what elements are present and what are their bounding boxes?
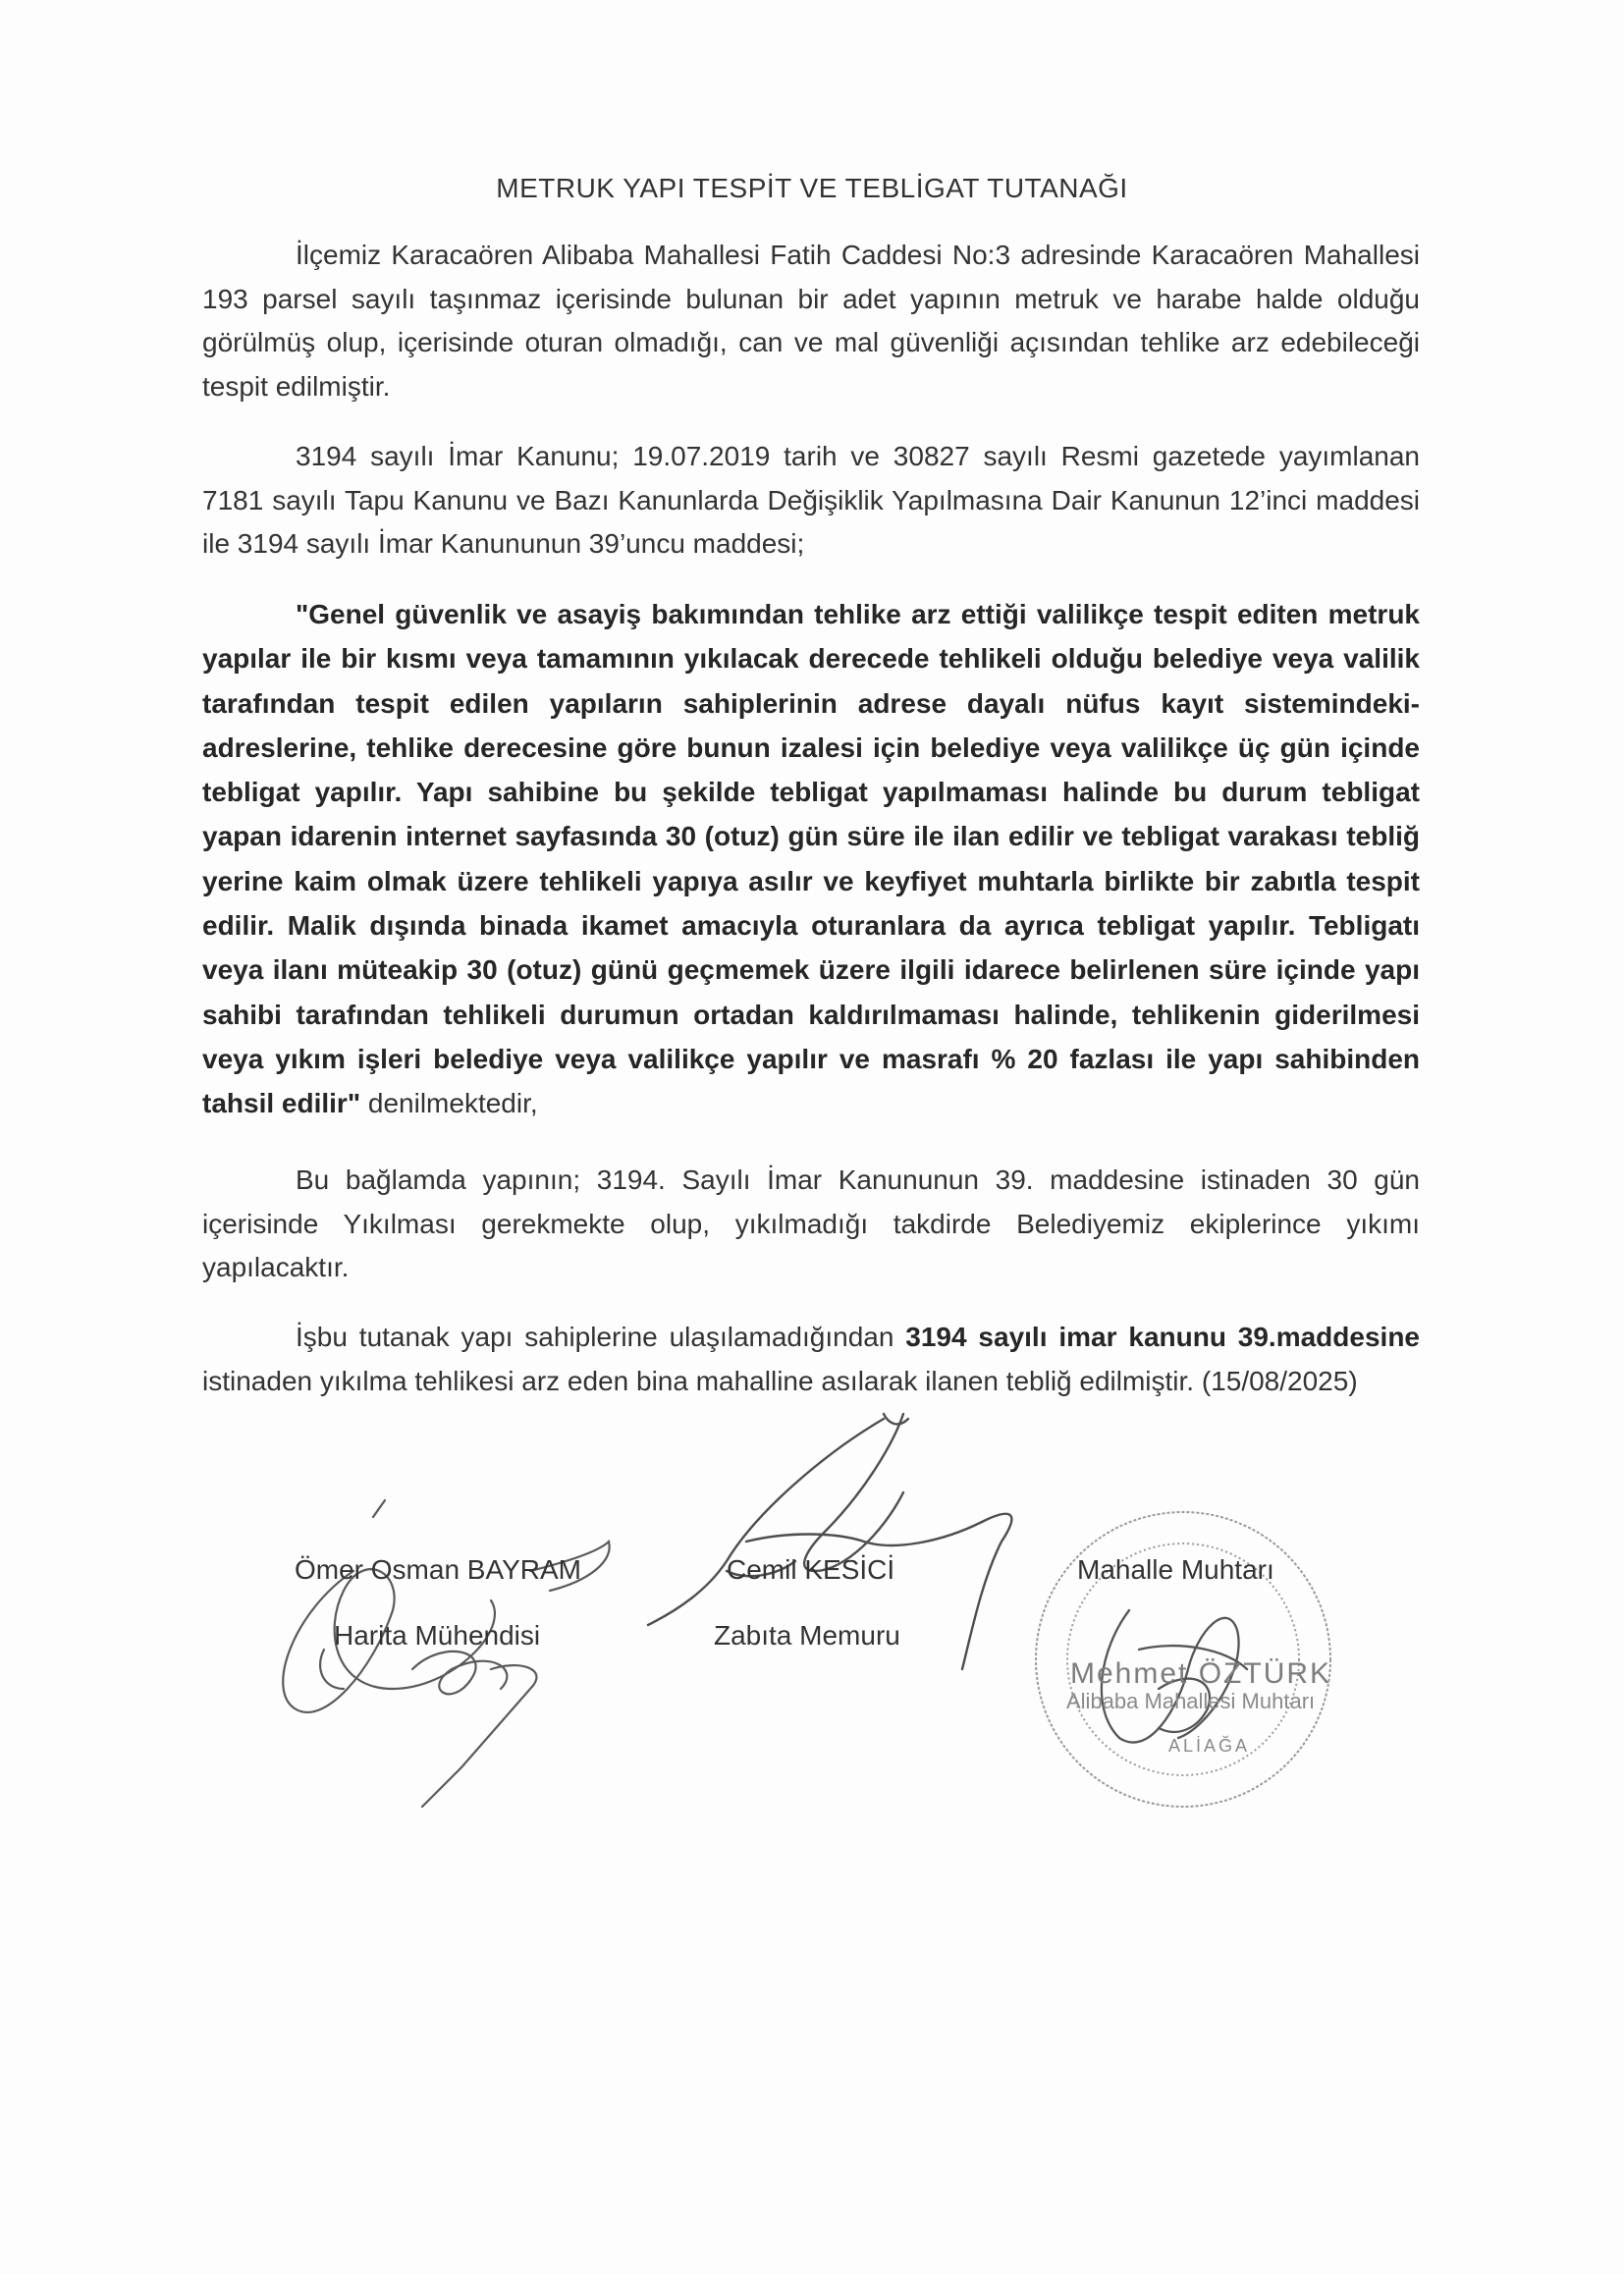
signatory-2-name: Cemil KESİCİ [727, 1554, 895, 1585]
paragraph-notification-bold: 3194 sayılı imar kanunu 39.maddesine [905, 1322, 1420, 1352]
paragraph-demolition-text: Bu bağlamda yapının; 3194. Sayılı İmar Kanununun 39. maddesine istinaden 30 gün içerisinde Yıkılması gerekmekte olup, yıkılmadığı takdirde Belediyemiz ekiplerince yıkımı yapılacaktır. [202, 1165, 1420, 1282]
signature-1 [283, 1500, 609, 1807]
paragraph-finding-text: İlçemiz Karacaören Alibaba Mahallesi Fatih Caddesi No:3 adresinde Karacaören Mahallesi 193 parsel sayılı taşınmaz içerisinde bulunan bir adet yapının metruk ve harabe halde olduğu görülmüş olup, içerisinde oturan olmadığı, can ve mal güvenliği açısından tehlike arz edebileceği tespit edilmiştir. [202, 240, 1420, 402]
paragraph-law-quote [202, 592, 1420, 1126]
paragraph-notification-start: İşbu tutanak yapı sahiplerine ulaşılamadığından [296, 1322, 906, 1352]
paragraph-notification-end: istinaden yıkılma tehlikesi arz eden bina mahalline asılarak ilanen tebliğ edilmiştir. (15/08/2025) [202, 1365, 1358, 1396]
signatory-1-role: Harita Mühendisi [334, 1620, 541, 1651]
paragraph-finding [202, 234, 1420, 408]
signatory-2-role: Zabıta Memuru [714, 1620, 900, 1651]
law-quote-tail: denilmektedir, [360, 1088, 538, 1119]
signatory-3-title: Mahalle Muhtarı [1077, 1554, 1274, 1585]
paragraph-notification [202, 1316, 1420, 1403]
stamp-line: Alibaba Mahallesi Muhtarı [1066, 1689, 1316, 1713]
document-title: METRUK YAPI TESPİT VE TEBLİGAT TUTANAĞI [496, 173, 1128, 203]
law-quote-text: "Genel güvenlik ve asayiş bakımından tehlike arz ettiği valilikçe tespit editen metruk yapılar ile bir kısmı veya tamamının yıkılacak derecede tehlikeli olduğu belediye veya valilik tarafından tespit edilen yapıların sahiplerinin adrese dayalı nüfus kayıt sistemindeki-adreslerine, tehlike derecesine göre bunun izalesi için belediye veya valilikçe üç gün içinde tebligat yapılır. Yapı sahibine bu şekilde tebligat yapılmaması halinde bu durum tebligat yapan idarenin internet sayfasında 30 (otuz) gün süre ile ilan edilir ve tebligat varakası tebliğ yerine kaim olmak üzere tehlikeli yapıya asılır ve keyfiyet muhtarla birlikte bir zabıtla tespit edilir. Malik dışında binada ikamet amacıyla oturanlara da ayrıca tebligat yapılır. Tebligatı veya ilanı müteakip 30 (otuz) günü geçmemek üzere ilgili idarece belirlenen süre içinde yapı sahibi tarafından tehlikeli durumun ortadan kaldırılmaması halinde, tehlikenin giderilmesi veya yıkım işleri belediye veya valilikçe yapılır ve masrafı % 20 fazlası ile yapı sahibinden tahsil edilir" [202, 599, 1420, 1119]
stamp-place: ALİAĞA [1168, 1736, 1251, 1756]
stamp-name: Mehmet ÖZTÜRK [1070, 1657, 1332, 1690]
paragraph-legal-basis [202, 435, 1420, 567]
signatory-1-name: Ömer Osman BAYRAM [295, 1554, 581, 1585]
paragraph-legal-basis-text: 3194 sayılı İmar Kanunu; 19.07.2019 tarih ve 30827 sayılı Resmi gazetede yayımlanan 7181 sayılı Tapu Kanunu ve Bazı Kanunlarda Değişiklik Yapılmasına Dair Kanunun 12’inci maddesi ile 3194 sayılı İmar Kanununun 39’uncu maddesi; [202, 441, 1420, 559]
paragraph-demolition-notice [202, 1159, 1420, 1290]
